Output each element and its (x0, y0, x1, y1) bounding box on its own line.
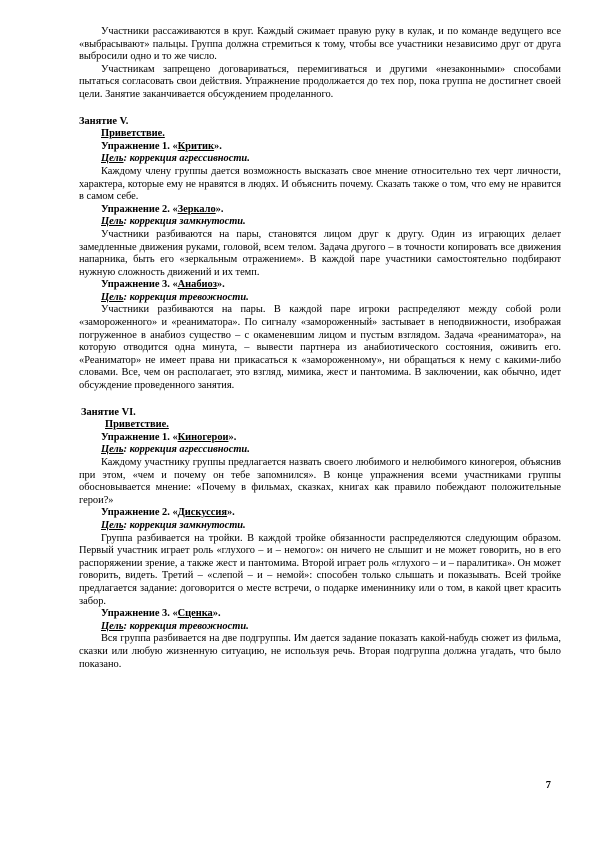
session-6-ex3-body: Вся группа разбивается на две подгруппы. Им дается задание показать какой-набудь сюжет из фильма, сказки или любую жизненную ситуацию, не используя речь. Вторая подгруппа должна угадать, что было показано. (79, 633, 561, 670)
session-5-ex2-heading: Упражнение 2. «Зеркало». (101, 203, 224, 215)
session-6-title: Занятие VI. (81, 406, 136, 418)
session-6-ex1-goal: Цель: коррекция агрессивности. (101, 444, 250, 456)
session-5-ex1-goal: Цель: коррекция агрессивности. (101, 153, 250, 165)
session-5-ex3-goal: Цель: коррекция тревожности. (101, 291, 249, 303)
intro-paragraph-1: Участники рассаживаются в круг. Каждый сжимает правую руку в кулак, и по команде ведущего все «выбрасывают» пальцы. Группа должна стремиться к тому, чтобы все участники независимо друг от друга выбросили одно и то же число. (79, 26, 561, 63)
page-number: 7 (545, 780, 551, 791)
session-6-greeting: Приветствие. (105, 419, 169, 431)
session-5-title: Занятие V. (79, 115, 129, 127)
document-page (79, 26, 561, 671)
session-5-ex1-body: Каждому члену группы дается возможность высказать свое мнение относительно тех черт личности, характера, которые ему не нравятся в людях. И объяснить почему. Сказать также о том, что ему не нравится в самом себе. (79, 165, 561, 203)
session-6-ex2-goal: Цель: коррекция замкнутости. (101, 519, 246, 531)
session-5-ex3-heading: Упражнение 3. «Анабиоз». (101, 279, 225, 291)
session-5-ex1-heading: Упражнение 1. «Критик». (101, 140, 222, 152)
session-6-ex1-heading: Упражнение 1. «Киногерои». (101, 431, 237, 443)
session-5-ex2-goal: Цель: коррекция замкнутости. (101, 216, 246, 228)
session-6-ex2-heading: Упражнение 2. «Дискуссия». (101, 507, 235, 519)
session-5-ex2-body: Участники разбиваются на пары, становятся лицом друг к другу. Один из играющих делает замедленные движения руками, головой, всем телом. Задача другого – в точности копировать все движения напарника, быть его «зеркальным отражением». В каждой паре участники самостоятельно подбирают нужную сложность движений и их темп. (79, 228, 561, 278)
session-6-ex1-body: Каждому участнику группы предлагается назвать своего любимого и нелюбимого киногероя, объяснив при этом, «чем и почему он тебе запомнился». В конце упражнения всеми участниками группы обосновывается мнение: «Почему в фильмах, сказках, книгах как правило побеждают положительные герои?» (79, 457, 561, 506)
session-5-greeting: Приветствие. (101, 128, 165, 140)
session-6-ex3-goal: Цель: коррекция тревожности. (101, 620, 249, 632)
session-6-ex3-heading: Упражнение 3. «Сценка». (101, 608, 221, 620)
session-6-ex2-body: Группа разбивается на тройки. В каждой тройке обязанности распределяются следующим образом. Первый участник играет роль «глухого – и – немого»: он ничего не слышит и не может говорить, но в его распоряжении зрение, а также жест и пантомима. Второй играет роль «глухого – и – паралитика». Он может говорить, видеть. Третий – «слепой – и – немой»: способен только слышать и показывать. Всей тройке предлагается задание: договорится о месте встречи, о подарке имениннику или о том, в какой цвет красить забор. (79, 532, 561, 607)
intro-paragraph-2: Участникам запрещено договариваться, перемигиваться и другими «незаконными» способами пытаться согласовать свои действия. Упражнение продолжается до тех пор, пока группа не достигнет своей цели. Занятие заканчивается обсуждением проделанного. (79, 63, 561, 100)
session-5-ex3-body: Участники разбиваются на пары. В каждой паре игроки распределяют между собой роли «замороженного» и «реаниматора». По сигналу «замороженный» застывает в неподвижности, изображая погруженное в анабиоз существо – с окаменевшим лицом и пустым взглядом. Задача «реаниматора», на которую отводится одна минута, – вывести партнера из анабиотического состояния, оживить его. «Реаниматор» не имеет права ни прикасаться к «замороженному», ни обращаться к нему с какими-либо словами. Все, чем он располагает, это взгляд, мимика, жест и пантомима. В заключении, как обычно, идет обсуждение проведенного занятия. (79, 304, 561, 392)
